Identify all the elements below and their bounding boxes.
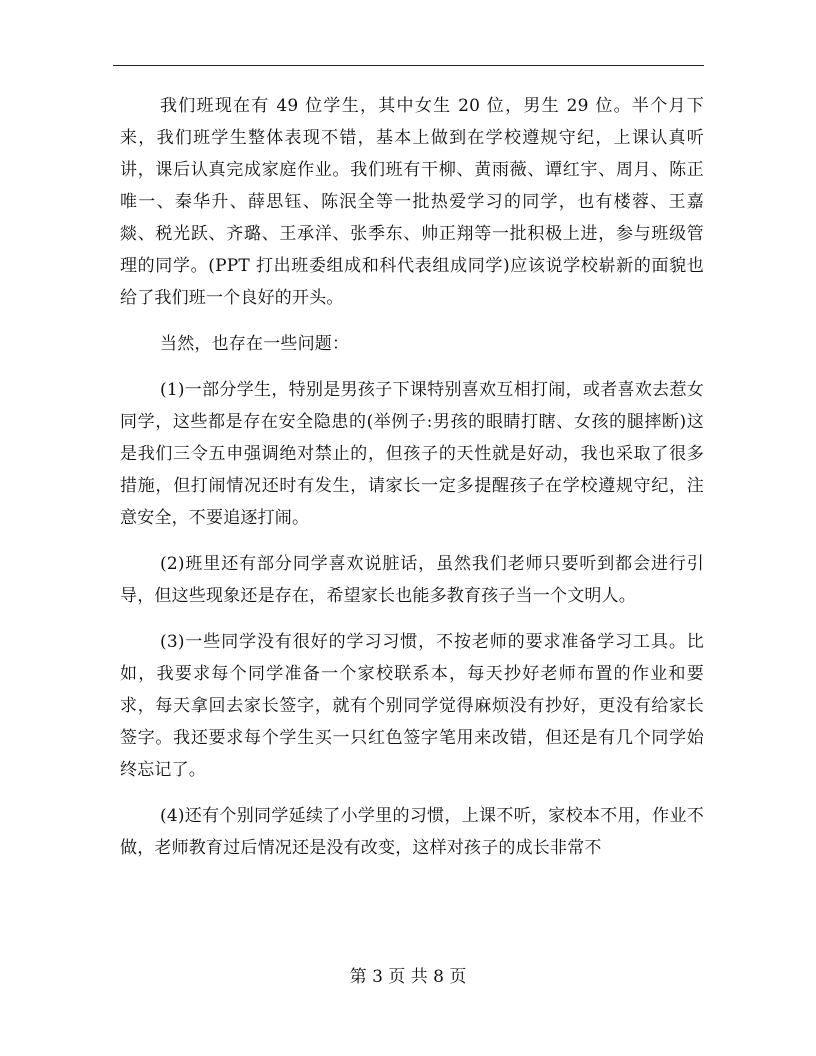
paragraph-problem-1: (1)一部分学生，特别是男孩子下课特别喜欢互相打闹，或者喜欢去惹女同学，这些都是存在安全隐患的(举例子:男孩的眼睛打瞎、女孩的腿摔断)这是我们三令五申强调绝对禁止的，但孩子的天性就是好动，我也采取了很多措施，但打闹情况还时有发生，请家长一定多提醒孩子在学校遵规守纪，注意安全，不要追逐打闹。 — [120, 380, 704, 528]
paragraph-problem-4: (4)还有个别同学延续了小学里的习惯，上课不听，家校本不用，作业不做，老师教育过后情况还是没有改变，这样对孩子的成长非常不 — [120, 806, 704, 858]
paragraph-problem-2: (2)班里还有部分同学喜欢说脏话，虽然我们老师只要听到都会进行引导，但这些现象还是存在，希望家长也能多教育孩子当一个文明人。 — [120, 554, 704, 606]
document-body — [120, 90, 704, 864]
paragraph-problems-intro: 当然，也存在一些问题： — [160, 334, 350, 354]
paragraph-class-overview: 我们班现在有 49 位学生，其中女生 20 位，男生 29 位。半个月下来，我们班学生整体表现不错，基本上做到在学校遵规守纪，上课认真听讲，课后认真完成家庭作业。我们班有干柳、黄雨薇、谭红宇、周月、陈正唯一、秦华升、薛思钰、陈泯全等一批热爱学习的同学，也有楼蓉、王嘉燚、税光跃、齐璐、王承洋、张季东、帅正翔等一批积极上进，参与班级管理的同学。(PPT 打出班委组成和科代表组成同学)应该说学校崭新的面貌也给了我们班一个良好的开头。 — [120, 96, 704, 308]
page-number-footer: 第 3 页 共 8 页 — [349, 967, 467, 987]
paragraph-problem-3: (3)一些同学没有很好的学习习惯，不按老师的要求准备学习工具。比如，我要求每个同学准备一个家校联系本，每天抄好老师布置的作业和要求，每天拿回去家长签字，就有个别同学觉得麻烦没有抄好，更没有给家长签字。我还要求每个学生买一只红色签字笔用来改错，但还是有几个同学始终忘记了。 — [120, 632, 704, 780]
header-rule — [113, 65, 704, 66]
